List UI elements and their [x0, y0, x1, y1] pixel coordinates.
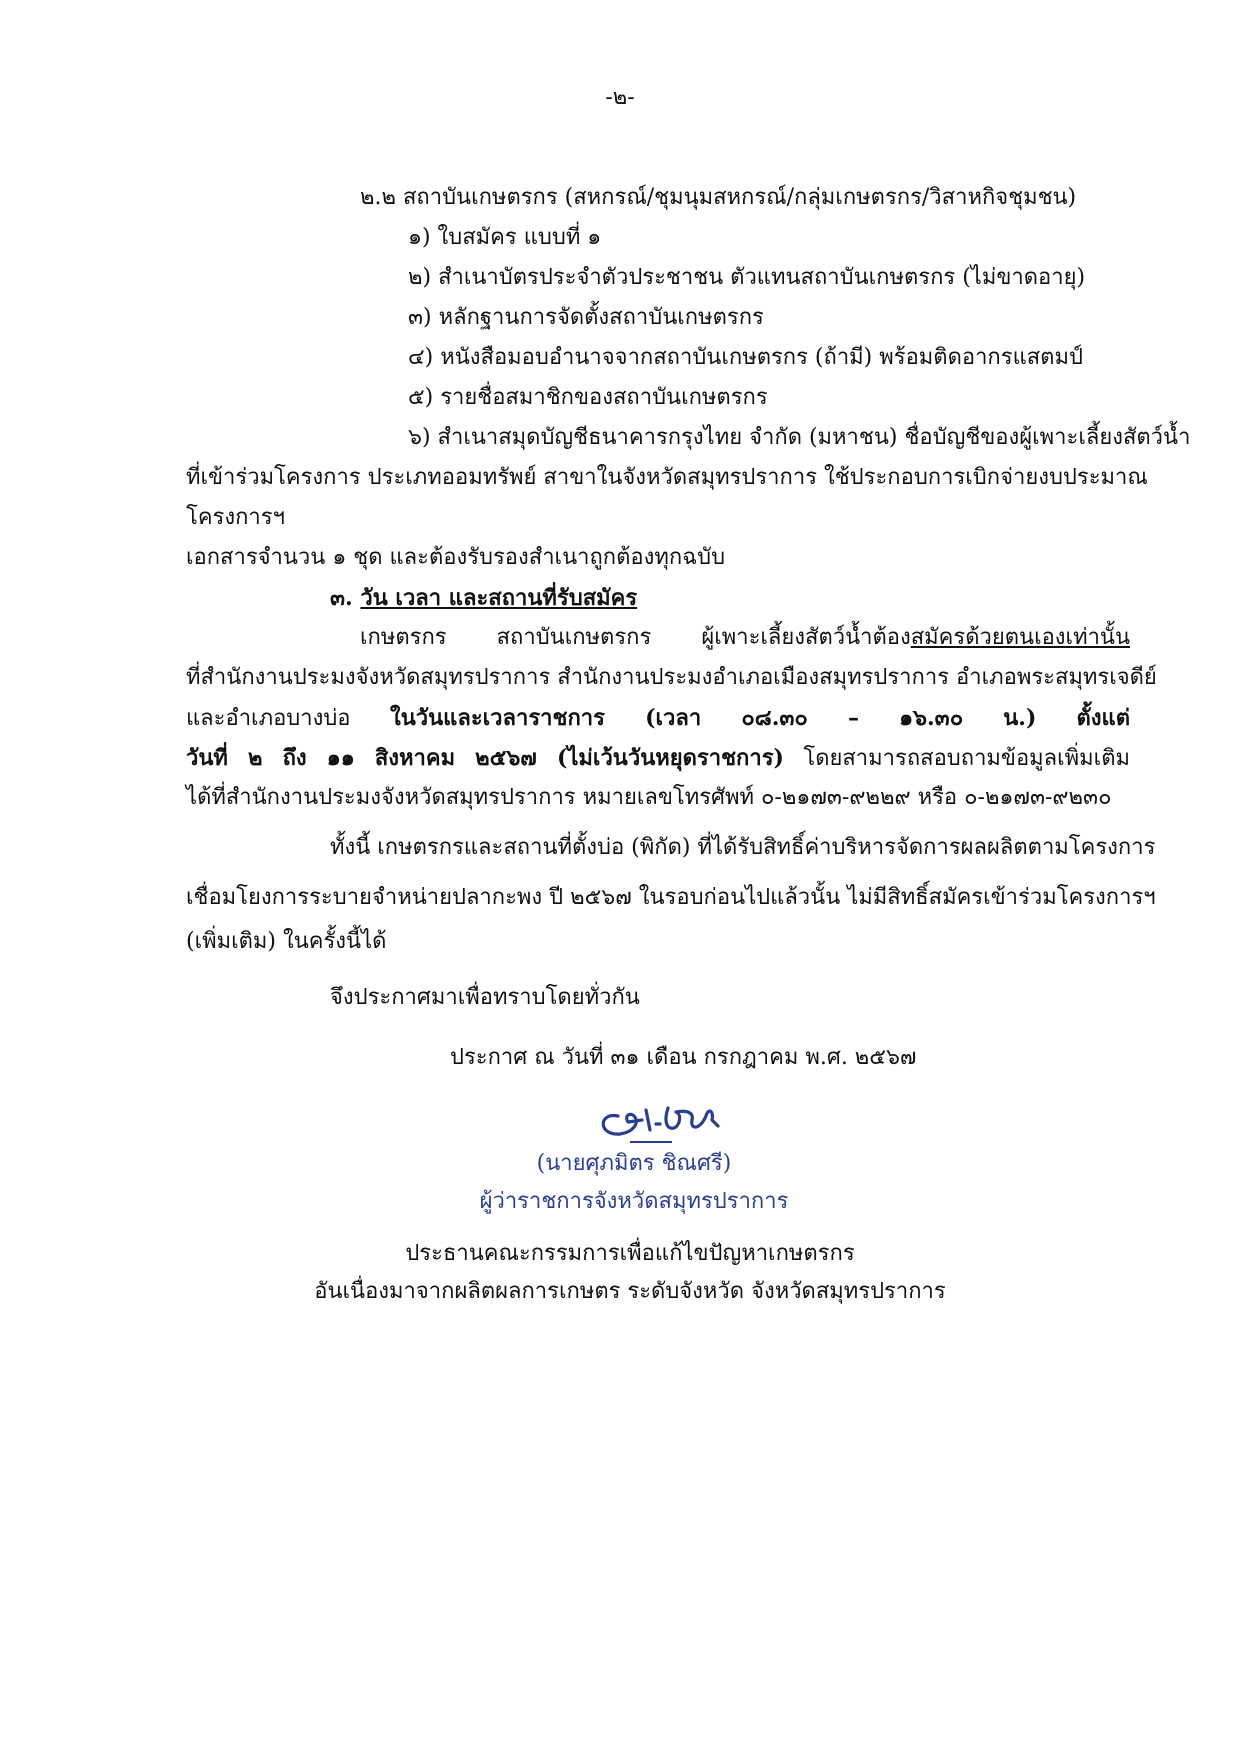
list-item: ๕) รายชื่อสมาชิกของสถาบันเกษตรกร: [408, 385, 768, 410]
paragraph-text: เกษตรกร สถาบันเกษตรกร ผู้เพาะเลี้ยงสัตว์น้ำต้อง: [360, 625, 911, 650]
paragraph-line: ที่สำนักงานประมงจังหวัดสมุทรปราการ สำนักงานประมงอำเภอเมืองสมุทรปราการ อำเภอพระสมุทรเจดีย์: [186, 665, 1157, 690]
list-item-continuation: ที่เข้าร่วมโครงการ ประเภทออมทรัพย์ สาขาในจังหวัดสมุทรปราการ ใช้ประกอบการเบิกจ่ายงบประมาณ: [186, 465, 1148, 490]
emphasis-text: สมัครด้วยตนเองเท่านั้น: [910, 625, 1130, 650]
committee-title-line2: อันเนื่องมาจากผลิตผลการเกษตร ระดับจังหวัด จังหวัดสมุทรปราการ: [314, 1279, 946, 1304]
list-item: ๒) สำเนาบัตรประจำตัวประชาชน ตัวแทนสถาบันเกษตรกร (ไม่ขาดอายุ): [408, 265, 1086, 290]
paragraph-text: โดยสามารถสอบถามข้อมูลเพิ่มเติม: [803, 746, 1130, 771]
paragraph-line: ทั้งนี้ เกษตรกรและสถานที่ตั้งบ่อ (พิกัด) ที่ได้รับสิทธิ์ค่าบริหารจัดการผลผลิตตามโครงการ: [330, 835, 1156, 860]
section-3-title: วัน เวลา และสถานที่รับสมัคร: [360, 585, 638, 611]
emphasis-text: วันที่ ๒ ถึง ๑๑ สิงหาคม ๒๕๖๗ (ไม่เว้นวันหยุดราชการ): [186, 745, 784, 771]
handwritten-signature: [590, 1086, 740, 1146]
paragraph-line: (เพิ่มเติม) ในครั้งนี้ได้: [186, 929, 387, 954]
paragraph-line: ได้ที่สำนักงานประมงจังหวัดสมุทรปราการ หมายเลขโทรศัพท์ ๐-๒๑๗๓-๙๒๒๙ หรือ ๐-๒๑๗๓-๙๒๓๐: [186, 785, 1112, 810]
paragraph-line: [186, 702, 1130, 735]
documents-note: เอกสารจำนวน ๑ ชุด และต้องรับรองสำเนาถูกต้องทุกฉบับ: [186, 545, 726, 570]
announce-date: ประกาศ ณ วันที่ ๓๑ เดือน กรกฎาคม พ.ศ. ๒๕๖๗: [450, 1045, 917, 1070]
closing-text: จึงประกาศมาเพื่อทราบโดยทั่วกัน: [330, 985, 640, 1010]
signatory-title: ผู้ว่าราชการจังหวัดสมุทรปราการ: [479, 1189, 789, 1214]
paragraph-line: เชื่อมโยงการระบายจำหน่ายปลากะพง ปี ๒๕๖๗ ในรอบก่อนไปแล้วนั้น ไม่มีสิทธิ์สมัครเข้าร่วมโครงการฯ: [186, 885, 1156, 910]
list-item-continuation: โครงการฯ: [186, 505, 285, 530]
list-item: ๔) หนังสือมอบอำนาจจากสถาบันเกษตรกร (ถ้ามี) พร้อมติดอากรแสตมป์: [408, 345, 1083, 370]
section-3-number: ๓.: [330, 585, 353, 611]
list-item: ๓) หลักฐานการจัดตั้งสถาบันเกษตรกร: [408, 305, 764, 330]
list-item: ๖) สำเนาสมุดบัญชีธนาคารกรุงไทย จำกัด (มหาชน) ชื่อบัญชีของผู้เพาะเลี้ยงสัตว์น้ำ: [408, 425, 1191, 450]
emphasis-text: ในวันและเวลาราชการ (เวลา ๐๘.๓๐ – ๑๖.๓๐ น.) ตั้งแต่: [390, 705, 1130, 731]
section-2-2-heading: ๒.๒ สถาบันเกษตรกร (สหกรณ์/ชุมนุมสหกรณ์/กลุ่มเกษตรกร/วิสาหกิจชุมชน): [360, 185, 1077, 210]
paragraph-line: [360, 622, 1130, 654]
paragraph-line: [186, 742, 1130, 775]
committee-title-line1: ประธานคณะกรรมการเพื่อแก้ไขปัญหาเกษตรกร: [405, 1241, 855, 1266]
page-number: -๒-: [605, 85, 635, 110]
section-3-heading: [330, 582, 637, 614]
list-item: ๑) ใบสมัคร แบบที่ ๑: [408, 225, 602, 250]
paragraph-text: และอำเภอบางบ่อ: [186, 706, 351, 731]
signatory-name: (นายศุภมิตร ชิณศรี): [536, 1151, 732, 1176]
